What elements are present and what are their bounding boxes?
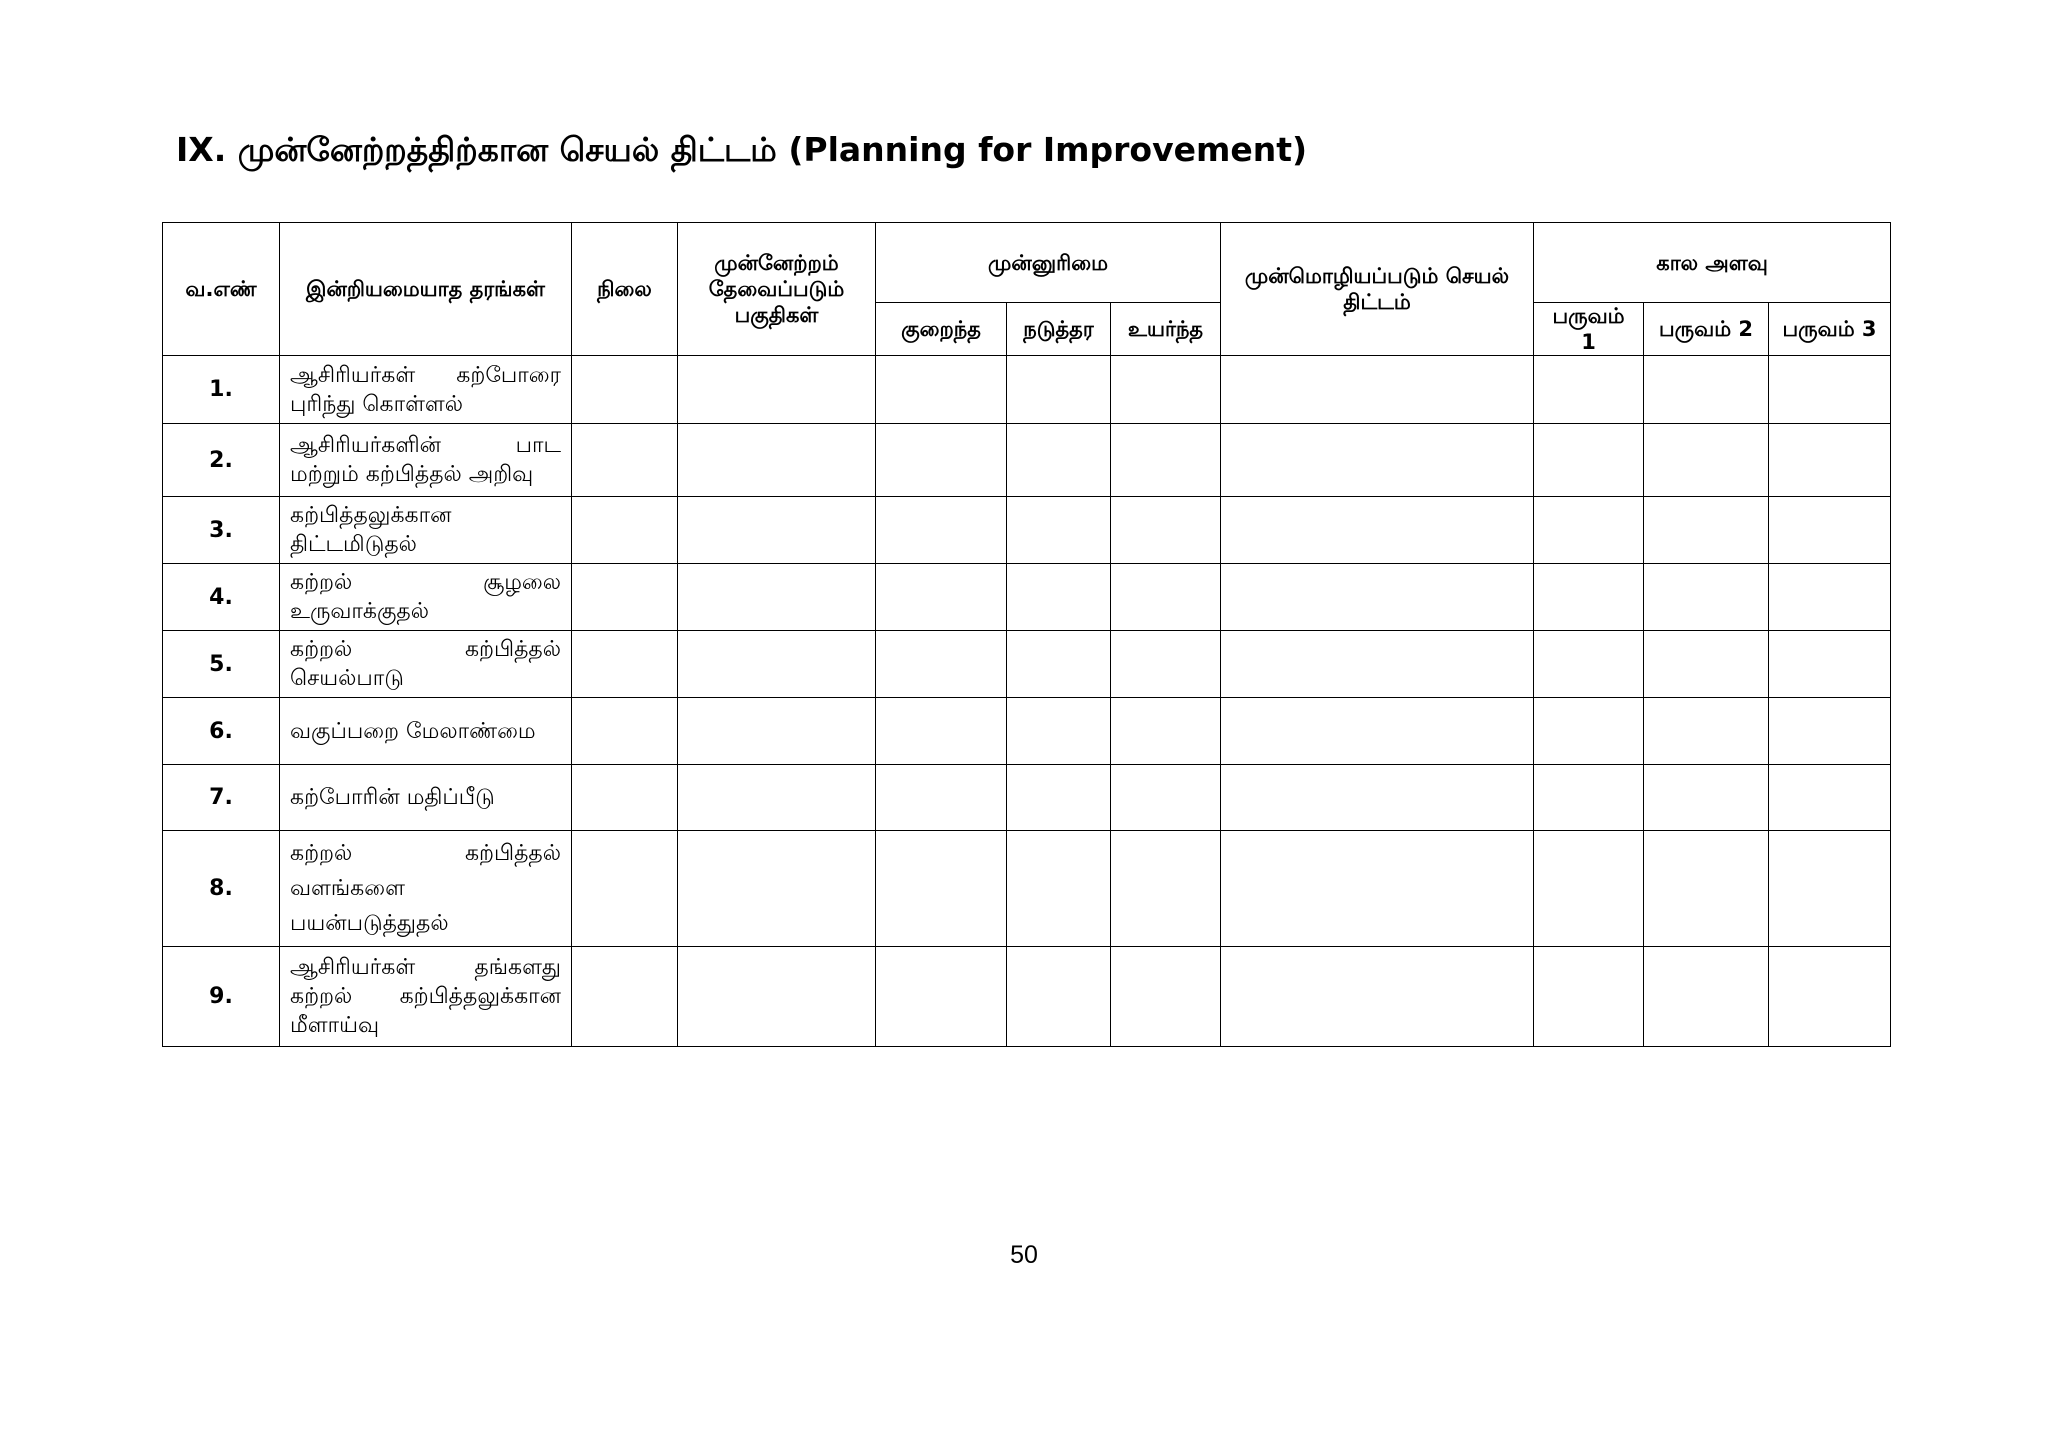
term-3-cell[interactable] bbox=[1769, 947, 1891, 1047]
priority-low-cell[interactable] bbox=[876, 947, 1007, 1047]
term-1-cell[interactable] bbox=[1534, 497, 1644, 564]
term-1-cell[interactable] bbox=[1534, 947, 1644, 1047]
term-3-cell[interactable] bbox=[1769, 831, 1891, 947]
improvement-areas-cell[interactable] bbox=[678, 831, 876, 947]
term-2-cell[interactable] bbox=[1644, 631, 1769, 698]
priority-low-cell[interactable] bbox=[876, 424, 1007, 497]
status-cell[interactable] bbox=[572, 947, 678, 1047]
term-2-cell[interactable] bbox=[1644, 424, 1769, 497]
priority-low-cell[interactable] bbox=[876, 631, 1007, 698]
term-3-cell[interactable] bbox=[1769, 564, 1891, 631]
term-1-cell[interactable] bbox=[1534, 765, 1644, 831]
improvement-areas-cell[interactable] bbox=[678, 631, 876, 698]
header-time-frame: கால அளவு bbox=[1534, 223, 1891, 303]
priority-medium-cell[interactable] bbox=[1007, 497, 1111, 564]
page-number: 50 bbox=[1010, 1241, 1038, 1269]
action-plan-cell[interactable] bbox=[1221, 947, 1534, 1047]
priority-low-cell[interactable] bbox=[876, 564, 1007, 631]
header-priority-medium: நடுத்தர bbox=[1007, 303, 1111, 356]
term-3-cell[interactable] bbox=[1769, 631, 1891, 698]
priority-low-cell[interactable] bbox=[876, 356, 1007, 424]
table-row bbox=[163, 698, 1891, 765]
header-serial-number: வ.எண் bbox=[163, 223, 280, 356]
row-standard: ஆசிரியர்கள் தங்களது கற்றல் கற்பித்தலுக்கான மீளாய்வு bbox=[280, 947, 572, 1047]
priority-medium-cell[interactable] bbox=[1007, 765, 1111, 831]
header-term-3: பருவம் 3 bbox=[1769, 303, 1891, 356]
term-3-cell[interactable] bbox=[1769, 765, 1891, 831]
priority-high-cell[interactable] bbox=[1111, 947, 1221, 1047]
row-standard: கற்போரின் மதிப்பீடு bbox=[280, 765, 572, 831]
status-cell[interactable] bbox=[572, 698, 678, 765]
priority-medium-cell[interactable] bbox=[1007, 424, 1111, 497]
page-title: IX. முன்னேற்றத்திற்கான செயல் திட்டம் (Planning for Improvement) bbox=[176, 130, 1308, 169]
action-plan-cell[interactable] bbox=[1221, 424, 1534, 497]
term-2-cell[interactable] bbox=[1644, 831, 1769, 947]
term-3-cell[interactable] bbox=[1769, 356, 1891, 424]
term-2-cell[interactable] bbox=[1644, 564, 1769, 631]
row-standard: கற்றல் கற்பித்தல் வளங்களை பயன்படுத்துதல் bbox=[280, 831, 572, 947]
priority-medium-cell[interactable] bbox=[1007, 947, 1111, 1047]
improvement-areas-cell[interactable] bbox=[678, 356, 876, 424]
status-cell[interactable] bbox=[572, 631, 678, 698]
header-term-2: பருவம் 2 bbox=[1644, 303, 1769, 356]
priority-high-cell[interactable] bbox=[1111, 497, 1221, 564]
priority-high-cell[interactable] bbox=[1111, 356, 1221, 424]
action-plan-cell[interactable] bbox=[1221, 698, 1534, 765]
header-essential-standards: இன்றியமையாத தரங்கள் bbox=[280, 223, 572, 356]
term-3-cell[interactable] bbox=[1769, 424, 1891, 497]
table-row bbox=[163, 631, 1891, 698]
term-3-cell[interactable] bbox=[1769, 698, 1891, 765]
row-standard: ஆசிரியர்களின் பாட மற்றும் கற்பித்தல் அறிவு bbox=[280, 424, 572, 497]
priority-low-cell[interactable] bbox=[876, 765, 1007, 831]
status-cell[interactable] bbox=[572, 564, 678, 631]
term-1-cell[interactable] bbox=[1534, 831, 1644, 947]
priority-high-cell[interactable] bbox=[1111, 765, 1221, 831]
row-serial-number: 1. bbox=[163, 356, 280, 424]
status-cell[interactable] bbox=[572, 831, 678, 947]
priority-low-cell[interactable] bbox=[876, 497, 1007, 564]
row-standard: கற்றல் சூழலை உருவாக்குதல் bbox=[280, 564, 572, 631]
priority-high-cell[interactable] bbox=[1111, 698, 1221, 765]
priority-medium-cell[interactable] bbox=[1007, 631, 1111, 698]
term-2-cell[interactable] bbox=[1644, 497, 1769, 564]
action-plan-cell[interactable] bbox=[1221, 831, 1534, 947]
table-row bbox=[163, 356, 1891, 424]
row-standard: கற்றல் கற்பித்தல் செயல்பாடு bbox=[280, 631, 572, 698]
row-serial-number: 3. bbox=[163, 497, 280, 564]
row-serial-number: 5. bbox=[163, 631, 280, 698]
table-row bbox=[163, 831, 1891, 947]
priority-high-cell[interactable] bbox=[1111, 631, 1221, 698]
priority-medium-cell[interactable] bbox=[1007, 564, 1111, 631]
action-plan-cell[interactable] bbox=[1221, 356, 1534, 424]
table-row bbox=[163, 765, 1891, 831]
action-plan-cell[interactable] bbox=[1221, 765, 1534, 831]
row-serial-number: 8. bbox=[163, 831, 280, 947]
action-plan-cell[interactable] bbox=[1221, 564, 1534, 631]
priority-medium-cell[interactable] bbox=[1007, 698, 1111, 765]
improvement-areas-cell[interactable] bbox=[678, 698, 876, 765]
row-standard: கற்பித்தலுக்கான திட்டமிடுதல் bbox=[280, 497, 572, 564]
priority-high-cell[interactable] bbox=[1111, 424, 1221, 497]
priority-high-cell[interactable] bbox=[1111, 564, 1221, 631]
status-cell[interactable] bbox=[572, 497, 678, 564]
row-serial-number: 4. bbox=[163, 564, 280, 631]
term-2-cell[interactable] bbox=[1644, 356, 1769, 424]
row-serial-number: 2. bbox=[163, 424, 280, 497]
improvement-plan-table bbox=[162, 222, 1891, 1047]
term-1-cell[interactable] bbox=[1534, 698, 1644, 765]
row-standard: ஆசிரியர்கள் கற்போரை புரிந்து கொள்ளல் bbox=[280, 356, 572, 424]
header-term-1: பருவம் 1 bbox=[1534, 303, 1644, 356]
table-row bbox=[163, 947, 1891, 1047]
improvement-areas-cell[interactable] bbox=[678, 765, 876, 831]
row-serial-number: 7. bbox=[163, 765, 280, 831]
improvement-areas-cell[interactable] bbox=[678, 947, 876, 1047]
row-serial-number: 6. bbox=[163, 698, 280, 765]
improvement-areas-cell[interactable] bbox=[678, 497, 876, 564]
header-priority: முன்னுரிமை bbox=[876, 223, 1221, 303]
priority-low-cell[interactable] bbox=[876, 831, 1007, 947]
priority-low-cell[interactable] bbox=[876, 698, 1007, 765]
priority-high-cell[interactable] bbox=[1111, 831, 1221, 947]
table-row bbox=[163, 497, 1891, 564]
term-2-cell[interactable] bbox=[1644, 765, 1769, 831]
term-2-cell[interactable] bbox=[1644, 698, 1769, 765]
term-2-cell[interactable] bbox=[1644, 947, 1769, 1047]
action-plan-cell[interactable] bbox=[1221, 497, 1534, 564]
priority-medium-cell[interactable] bbox=[1007, 356, 1111, 424]
improvement-areas-cell[interactable] bbox=[678, 424, 876, 497]
priority-medium-cell[interactable] bbox=[1007, 831, 1111, 947]
improvement-areas-cell[interactable] bbox=[678, 564, 876, 631]
action-plan-cell[interactable] bbox=[1221, 631, 1534, 698]
table-row bbox=[163, 424, 1891, 497]
header-priority-low: குறைந்த bbox=[876, 303, 1007, 356]
table-row bbox=[163, 564, 1891, 631]
term-1-cell[interactable] bbox=[1534, 356, 1644, 424]
status-cell[interactable] bbox=[572, 424, 678, 497]
status-cell[interactable] bbox=[572, 356, 678, 424]
row-serial-number: 9. bbox=[163, 947, 280, 1047]
header-priority-high: உயர்ந்த bbox=[1111, 303, 1221, 356]
row-standard: வகுப்பறை மேலாண்மை bbox=[280, 698, 572, 765]
term-1-cell[interactable] bbox=[1534, 564, 1644, 631]
header-improvement-areas: முன்னேற்றம் தேவைப்படும் பகுதிகள் bbox=[678, 223, 876, 356]
header-action-plan: முன்மொழியப்படும் செயல் திட்டம் bbox=[1221, 223, 1534, 356]
header-status: நிலை bbox=[572, 223, 678, 356]
term-3-cell[interactable] bbox=[1769, 497, 1891, 564]
term-1-cell[interactable] bbox=[1534, 424, 1644, 497]
term-1-cell[interactable] bbox=[1534, 631, 1644, 698]
status-cell[interactable] bbox=[572, 765, 678, 831]
